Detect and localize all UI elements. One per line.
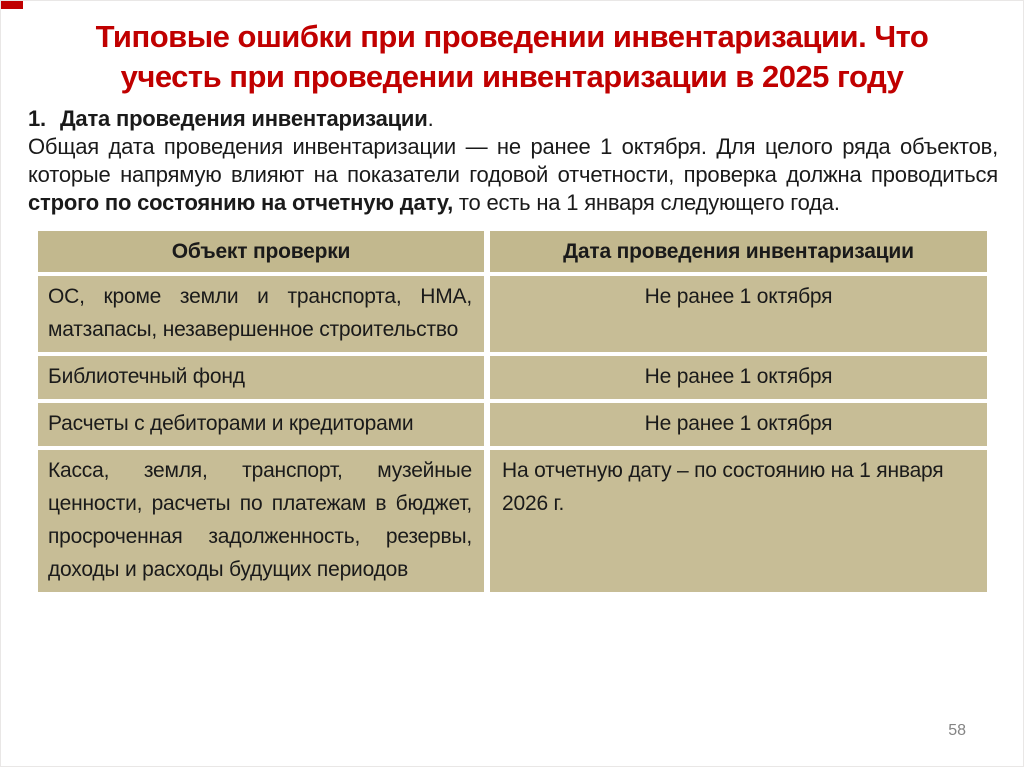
title-line-2: учесть при проведении инвентаризации в 2025 году <box>120 59 904 94</box>
paragraph-text-after: то есть на 1 января следующего года. <box>452 190 840 215</box>
table-row-4-date: На отчетную дату – по состоянию на 1 января 2026 г. <box>490 450 987 592</box>
body-content <box>28 105 998 217</box>
title-line-1: Типовые ошибки при проведении инвентаризации. Что <box>95 19 929 54</box>
table-header-date: Дата проведения инвентаризации <box>490 231 987 272</box>
body-paragraph <box>28 133 998 217</box>
table-row-3-object: Расчеты с дебиторами и кредиторами <box>38 403 484 446</box>
paragraph-text-before: Общая дата проведения инвентаризации — не ранее 1 октября. Для целого ряда объектов, которые напрямую влияют на показатели годовой отчетности, проверка должна проводиться <box>28 134 998 187</box>
paragraph-bold-text: строго по состоянию на отчетную дату, <box>28 190 453 215</box>
slide-title <box>32 17 992 97</box>
corner-accent <box>1 1 23 9</box>
inventory-table <box>38 231 987 592</box>
table-row-2-object: Библиотечный фонд <box>38 356 484 399</box>
page-number: 58 <box>948 722 966 739</box>
item-heading-text: Дата проведения инвентаризации <box>59 106 428 131</box>
table-row-4-object: Касса, земля, транспорт, музейные ценности, расчеты по платежам в бюджет, просроченная задолженность, резервы, доходы и расходы будущих периодов <box>38 450 484 592</box>
table-row-1-date: Не ранее 1 октября <box>490 276 987 352</box>
item-heading-suffix: . <box>427 106 434 131</box>
table-row-3-date: Не ранее 1 октября <box>490 403 987 446</box>
item-heading <box>28 105 998 133</box>
item-number: 1. <box>28 106 46 131</box>
table-row-2-date: Не ранее 1 октября <box>490 356 987 399</box>
table-row-1-object: ОС, кроме земли и транспорта, НМА, матзапасы, незавершенное строительство <box>38 276 484 352</box>
table-header-object: Объект проверки <box>38 231 484 272</box>
